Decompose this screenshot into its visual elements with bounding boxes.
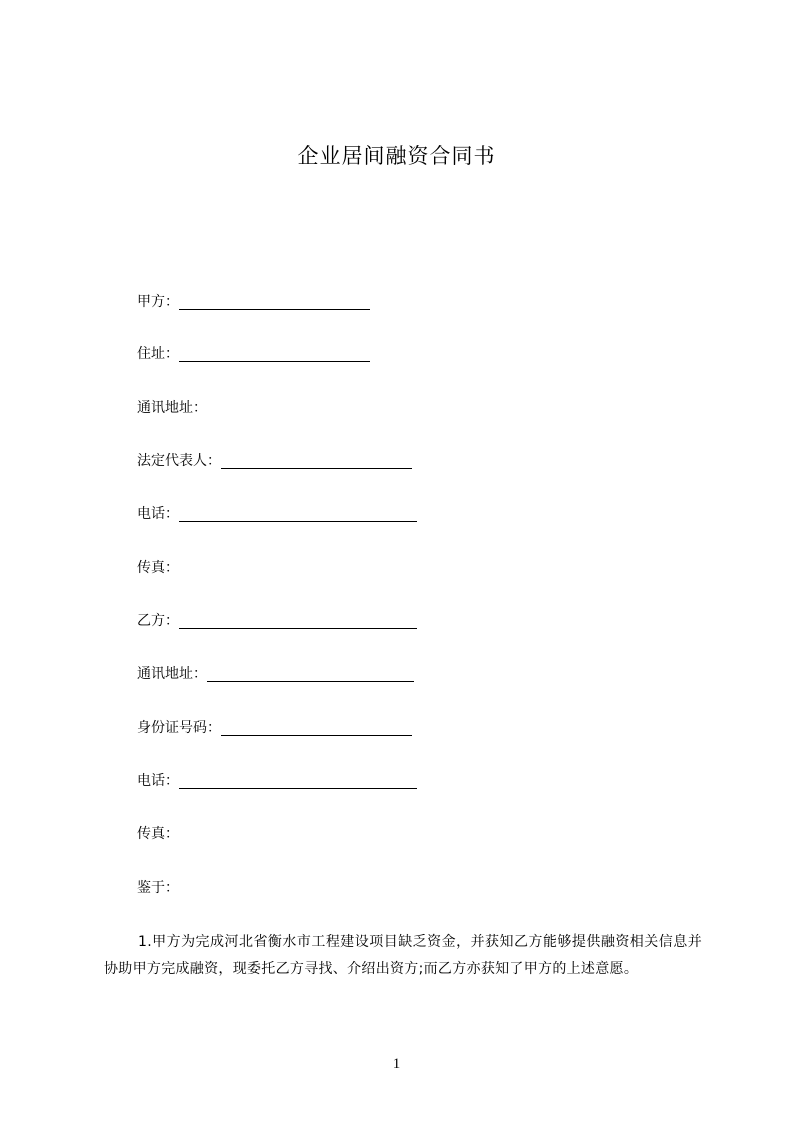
party-b-phone-label: 电话： [137,773,179,789]
id-number-field [137,716,412,740]
party-b-fax-label: 传真： [137,826,179,842]
whereas-label: 鉴于： [137,880,179,896]
page-number: 1 [392,1056,401,1072]
address-label: 住址： [137,346,179,362]
address-blank-line [179,343,370,362]
id-number-blank-line [221,717,412,736]
party-a-phone-blank-line [179,503,417,522]
party-a-fax-field [137,556,179,580]
address-field [137,342,370,366]
party-a-phone-label: 电话： [137,506,179,522]
legal-representative-blank-line [221,450,412,469]
party-b-phone-blank-line [179,770,417,789]
party-a-label: 甲方： [137,294,179,310]
party-a-fax-label: 传真： [137,560,179,576]
party-b-mailing-address-blank-line [207,663,414,682]
id-number-label: 身份证号码： [137,720,221,736]
party-a-mailing-address-field [137,396,207,420]
party-b-blank-line [179,610,417,629]
document-title: 企业居间融资合同书 [297,144,496,168]
party-b-fax-field [137,822,179,846]
clause-1-paragraph: 1.甲方为完成河北省衡水市工程建设项目缺乏资金，并获知乙方能够提供融资相关信息并协助甲方完成融资，现委托乙方寻找、介绍出资方;而乙方亦获知了甲方的上述意愿。 [104,934,702,977]
party-b-mailing-address-label: 通讯地址： [137,666,207,682]
party-a-field [137,290,370,314]
party-a-blank-line [179,291,370,310]
whereas-field [137,876,179,900]
party-b-phone-field [137,769,417,793]
legal-representative-label: 法定代表人： [137,453,221,469]
party-a-mailing-address-label: 通讯地址： [137,400,207,416]
legal-representative-field [137,449,412,473]
party-b-mailing-address-field [137,662,414,686]
party-b-field [137,609,417,633]
party-a-phone-field [137,502,417,526]
party-b-label: 乙方： [137,613,179,629]
